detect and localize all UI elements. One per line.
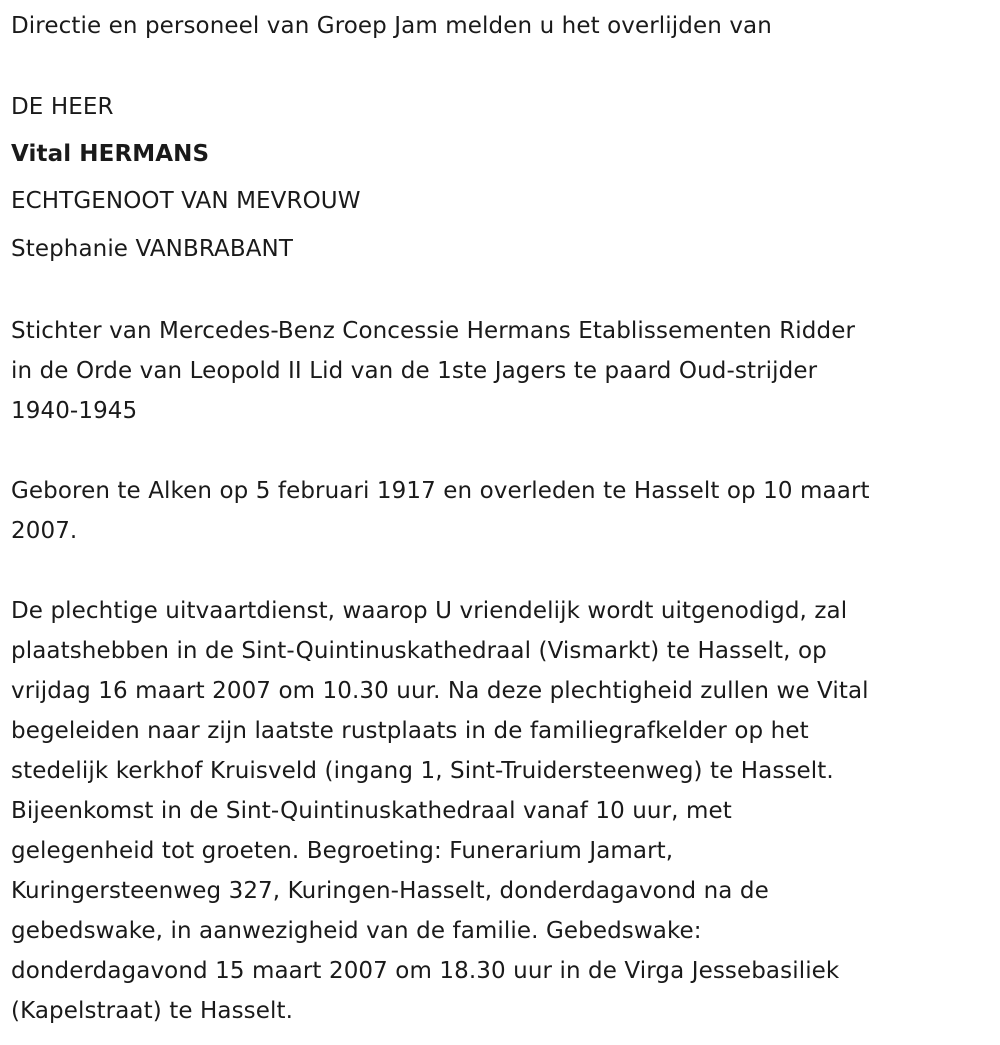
ceremony-line: Bijeenkomst in de Sint-Quintinuskathedraal vanaf 10 uur, met: [11, 798, 732, 824]
life-dates-paragraph: [11, 471, 870, 551]
life-line: Geboren te Alken op 5 februari 1917 en overleden te Hasselt op 10 maart: [11, 478, 870, 504]
deceased-name: Vital HERMANS: [11, 141, 210, 167]
spouse-label: ECHTGENOOT VAN MEVROUW: [11, 188, 361, 214]
honors-line: 1940-1945: [11, 398, 138, 424]
honors-paragraph: [11, 311, 855, 431]
deceased-title: DE HEER: [11, 94, 114, 120]
life-line: 2007.: [11, 518, 78, 544]
ceremony-paragraph: [11, 591, 869, 1031]
ceremony-line: gebedswake, in aanwezigheid van de familie. Gebedswake:: [11, 918, 702, 944]
ceremony-line: plaatshebben in de Sint-Quintinuskathedraal (Vismarkt) te Hasselt, op: [11, 638, 827, 664]
ceremony-line: gelegenheid tot groeten. Begroeting: Funerarium Jamart,: [11, 838, 674, 864]
ceremony-line: stedelijk kerkhof Kruisveld (ingang 1, Sint-Truidersteenweg) te Hasselt.: [11, 758, 834, 784]
ceremony-line: donderdagavond 15 maart 2007 om 18.30 uur in de Virga Jessebasiliek: [11, 958, 840, 984]
intro-text: Directie en personeel van Groep Jam melden u het overlijden van: [11, 13, 772, 39]
ceremony-line: (Kapelstraat) te Hasselt.: [11, 998, 294, 1024]
ceremony-line: De plechtige uitvaartdienst, waarop U vriendelijk wordt uitgenodigd, zal: [11, 598, 848, 624]
honors-line: in de Orde van Leopold II Lid van de 1ste Jagers te paard Oud-strijder: [11, 358, 818, 384]
honors-line: Stichter van Mercedes-Benz Concessie Hermans Etablissementen Ridder: [11, 318, 855, 344]
ceremony-line: begeleiden naar zijn laatste rustplaats in de familiegrafkelder op het: [11, 718, 809, 744]
ceremony-line: vrijdag 16 maart 2007 om 10.30 uur. Na deze plechtigheid zullen we Vital: [11, 678, 869, 704]
spouse-name: Stephanie VANBRABANT: [11, 236, 293, 262]
ceremony-line: Kuringersteenweg 327, Kuringen-Hasselt, donderdagavond na de: [11, 878, 769, 904]
